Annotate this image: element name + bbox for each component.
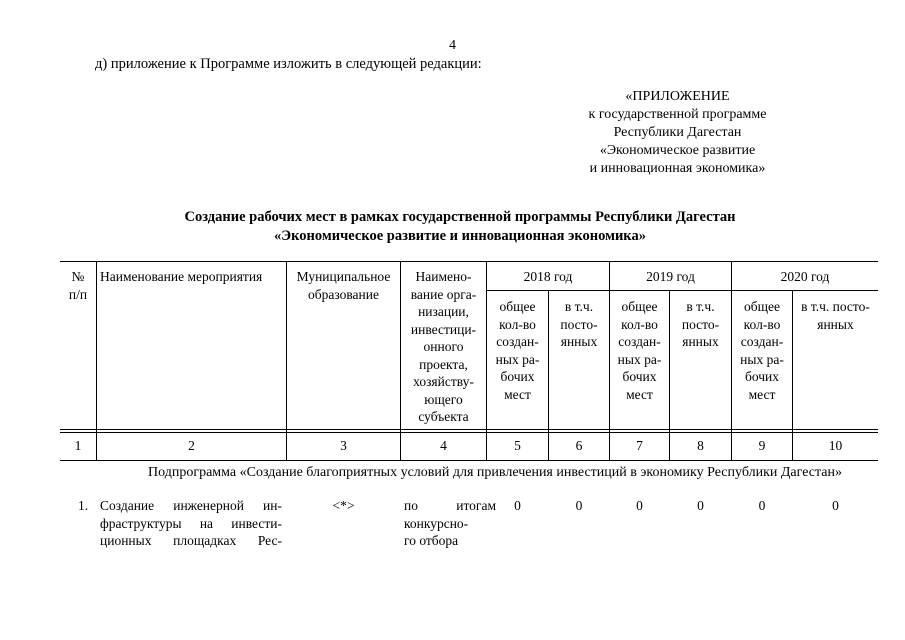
col-number-2: 2 <box>188 438 195 453</box>
header-bottom-border-2 <box>60 432 878 433</box>
header-bottom-border <box>60 429 878 430</box>
col-number-10: 10 <box>828 438 843 453</box>
col-number-8: 8 <box>697 438 704 453</box>
header-event: Наименование мероприятия <box>100 269 263 284</box>
col-number-7: 7 <box>636 438 643 453</box>
years-divider <box>486 290 878 291</box>
col-number-6: 6 <box>575 438 583 453</box>
col-number-4: 4 <box>440 438 447 453</box>
row-1-event: Создание инженерной ин- фраструктуры на инвести- ционных площадках Рес- <box>100 498 282 548</box>
row-1-num: 1. <box>78 498 89 513</box>
header-total-2020: общее кол-во создан- ных ра- бочих мест <box>740 299 784 402</box>
page-number: 4 <box>449 38 456 53</box>
row-1-value: 0 <box>636 498 643 513</box>
header-year-2019: 2019 год <box>646 269 695 284</box>
col-number-5: 5 <box>514 438 521 453</box>
col-number-3: 3 <box>340 438 347 453</box>
row-1-value: 0 <box>832 498 839 513</box>
col-divider <box>96 261 97 461</box>
subprogram-heading: Подпрограмма «Создание благоприятных условий для привлечения инвестиций в экономику Республики Дагестан» <box>148 465 842 480</box>
header-year-2018: 2018 год <box>523 269 573 284</box>
table-top-border <box>60 261 878 262</box>
col-number-9: 9 <box>758 438 766 453</box>
header-year-2020: 2020 год <box>780 269 830 284</box>
row-1-value: 0 <box>697 498 704 513</box>
header-municipal: Муниципальное образование <box>296 269 391 302</box>
header-organization: Наимено- вание орга- низации, инвестици- онного проекта, хозяйству- ющего субъекта <box>410 269 477 424</box>
row-1-value: 0 <box>758 498 766 513</box>
header-permanent-2020: в т.ч. посто- янных <box>801 299 870 332</box>
col-number-1: 1 <box>74 438 82 453</box>
numbers-bottom-border <box>60 460 878 461</box>
header-total-2019: общее кол-во создан- ных ра- бочих мест <box>617 299 662 402</box>
table-title: Создание рабочих мест в рамках государственной программы Республики Дагестан «Экономическое развитие и инновационная экономика» <box>184 209 736 244</box>
row-1-value: 0 <box>514 498 521 513</box>
header-total-2018: общее кол-во создан- ных ра- бочих мест <box>495 299 540 402</box>
intro-text: д) приложение к Программе изложить в следующей редакции: <box>95 56 482 72</box>
row-1-value: 0 <box>575 498 583 513</box>
row-1-organization: по итогам конкурсно- го отбора <box>404 498 496 548</box>
row-1-municipal: <*> <box>332 498 355 513</box>
header-permanent-2018: в т.ч. посто- янных <box>560 299 598 349</box>
header-num: № п/п <box>68 269 88 302</box>
appendix-heading: «ПРИЛОЖЕНИЕ к государственной программе Республики Дагестан «Экономическое развитие и инновационная экономика» <box>588 89 767 176</box>
header-permanent-2019: в т.ч. посто- янных <box>681 299 720 349</box>
